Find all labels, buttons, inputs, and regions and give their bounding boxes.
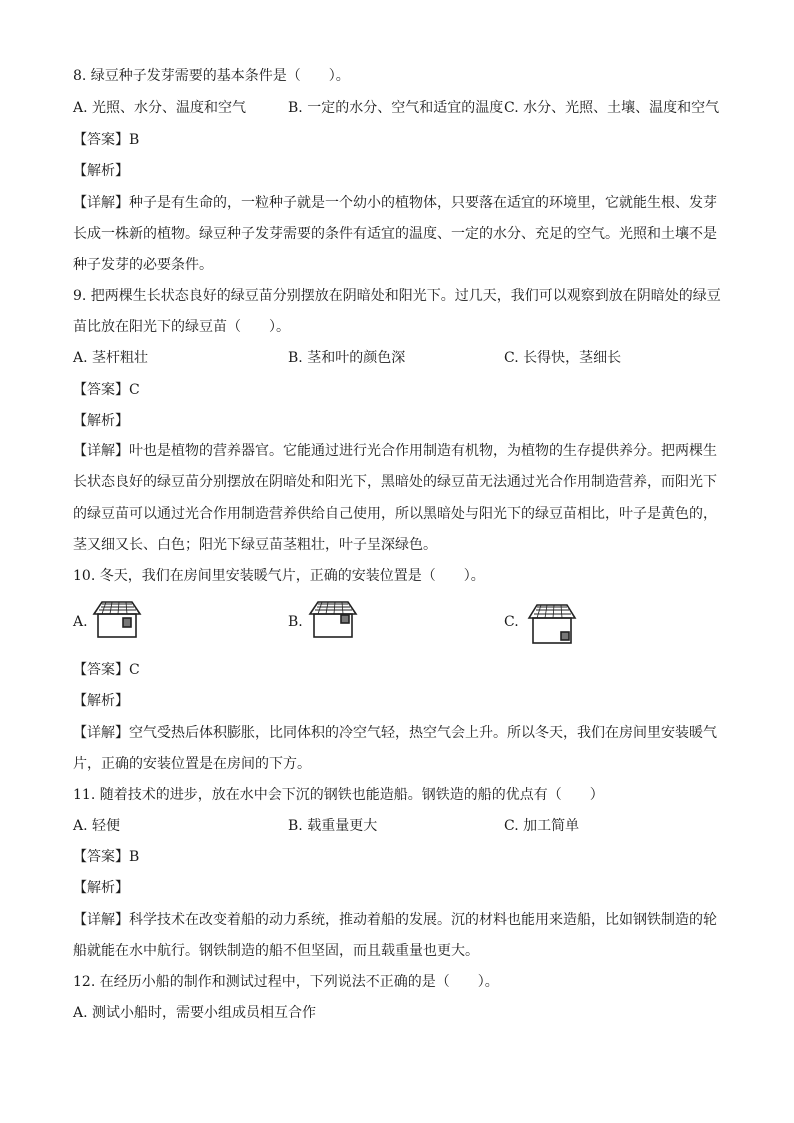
q11-analysis-label: 【解析】 — [73, 880, 129, 896]
house-heater-middle-icon — [308, 598, 358, 640]
q9-detail-line: 【详解】叶也是植物的营养器官。它能通过进行光合作用制造有机物，为植物的生存提供养分。把两棵生 — [73, 443, 717, 459]
q11-detail-line: 船就能在水中航行。钢铁制造的船不但坚固，而且载重量也更大。 — [73, 943, 479, 959]
q8-answer: 【答案】B — [73, 132, 140, 148]
q9-option-b: B. 茎和叶的颜色深 — [288, 350, 406, 366]
q9-detail-line: 长状态良好的绿豆苗分别摆放在阴暗处和阳光下，黑暗处的绿豆苗无法通过光合作用制造营养，而阳光下 — [73, 474, 717, 490]
q12-option-a: A. 测试小船时，需要小组成员相互合作 — [73, 1005, 317, 1021]
q8-option-a: A. 光照、水分、温度和空气 — [73, 100, 247, 116]
q11-detail-line: 【详解】科学技术在改变着船的动力系统，推动着船的发展。沉的材料也能用来造船，比如钢铁制造的轮 — [73, 912, 717, 928]
q9-option-c: C. 长得快，茎细长 — [504, 350, 622, 366]
q11-option-b: B. 载重量更大 — [288, 818, 378, 834]
q8-detail-line: 长成一株新的植物。绿豆种子发芽需要的条件有适宜的温度、一定的水分、充足的空气。光照和土壤不是 — [73, 226, 717, 242]
q10-option-b-label: B. — [288, 614, 303, 630]
q10-answer: 【答案】C — [73, 662, 140, 678]
q11-stem: 11. 随着技术的进步，放在水中会下沉的钢铁也能造船。钢铁造的船的优点有（ ） — [73, 787, 604, 803]
q9-answer: 【答案】C — [73, 382, 140, 398]
q9-stem: 9. 把两棵生长状态良好的绿豆苗分别摆放在阴暗处和阳光下。过几天，我们可以观察到放在阴暗处的绿豆 — [73, 288, 721, 304]
q9-analysis-label: 【解析】 — [73, 413, 129, 429]
q8-stem: 8. 绿豆种子发芽需要的基本条件是（ ）。 — [73, 68, 350, 84]
q11-answer: 【答案】B — [73, 849, 140, 865]
q8-analysis-label: 【解析】 — [73, 163, 129, 179]
q8-option-b: B. 一定的水分、空气和适宜的温度 — [288, 100, 504, 116]
q10-detail-line: 【详解】空气受热后体积膨胀，比同体积的冷空气轻，热空气会上升。所以冬天，我们在房间里安装暖气 — [73, 725, 717, 741]
q10-option-c-label: C. — [504, 614, 519, 630]
q9-detail-line: 茎又细又长、白色；阳光下绿豆苗茎粗壮，叶子呈深绿色。 — [73, 537, 437, 553]
q9-option-a: A. 茎杆粗壮 — [73, 350, 149, 366]
q10-stem: 10. 冬天，我们在房间里安装暖气片，正确的安装位置是（ ）。 — [73, 568, 485, 584]
q9-stem: 苗比放在阳光下的绿豆苗（ ）。 — [73, 319, 290, 335]
q10-option-a-label: A. — [73, 614, 88, 630]
q9-detail-line: 的绿豆苗可以通过光合作用制造营养供给自己使用，所以黑暗处与阳光下的绿豆苗相比，叶子是黄色的， — [73, 506, 717, 522]
house-heater-bottom-icon — [525, 600, 579, 646]
house-heater-top-icon — [92, 598, 142, 640]
q10-analysis-label: 【解析】 — [73, 693, 129, 709]
q8-option-c: C. 水分、光照、土壤、温度和空气 — [504, 100, 720, 116]
q8-detail-line: 【详解】种子是有生命的，一粒种子就是一个幼小的植物体，只要落在适宜的环境里，它就能生根、发芽 — [73, 195, 717, 211]
q12-stem: 12. 在经历小船的制作和测试过程中，下列说法不正确的是（ ）。 — [73, 974, 499, 990]
q11-option-a: A. 轻便 — [73, 818, 121, 834]
q11-option-c: C. 加工简单 — [504, 818, 580, 834]
q8-detail-line: 种子发芽的必要条件。 — [73, 257, 213, 273]
q10-detail-line: 片，正确的安装位置是在房间的下方。 — [73, 756, 311, 772]
